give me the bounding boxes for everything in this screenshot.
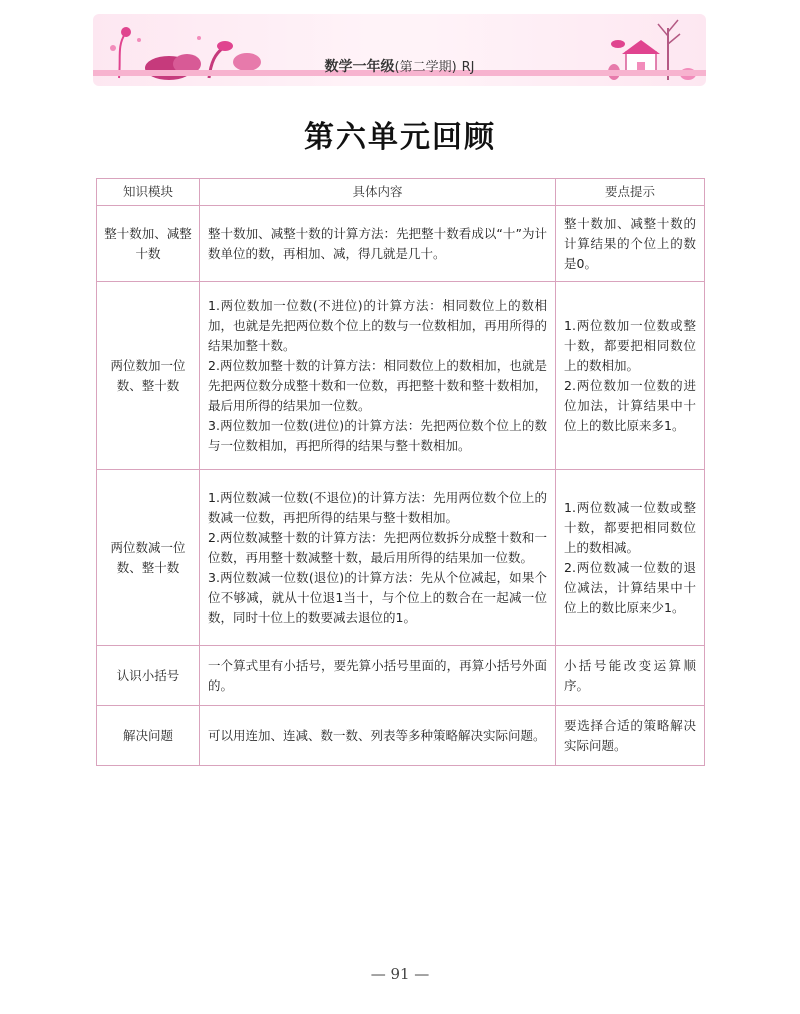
tips-cell xyxy=(556,282,705,470)
tips-cell xyxy=(556,646,705,706)
content-cell xyxy=(200,470,556,646)
table-row xyxy=(97,706,705,766)
tips-cell xyxy=(556,706,705,766)
page-number: — 91 — xyxy=(370,965,430,983)
content-paragraph: 一个算式里有小括号，要先算小括号里面的，再算小括号外面的。 xyxy=(208,657,547,693)
content-cell xyxy=(200,706,556,766)
page-title: 第六单元回顾 xyxy=(304,120,496,155)
content-paragraph: 1.两位数加一位数(不进位)的计算方法：相同数位上的数相加，也就是先把两位数个位上的数与一位数相加，再用所得的结果加整十数。 xyxy=(208,297,547,353)
content-paragraph: 3.两位数减一位数(退位)的计算方法：先从个位减起，如果个位不够减，就从十位退1当十，与个位上的数合在一起减一位数，同时十位上的数要减去退位的1。 xyxy=(208,569,547,625)
review-table xyxy=(96,178,705,766)
book-title-main: 数学一年级 xyxy=(324,59,395,75)
content-cell xyxy=(200,646,556,706)
content-paragraph: 3.两位数加一位数(进位)的计算方法：先把两位数个位上的数与一位数相加，再把所得的结果与整十数相加。 xyxy=(208,417,547,453)
content-paragraph: 2.两位数减整十数的计算方法：先把两位数拆分成整十数和一位数，再用整十数减整十数，最后用所得的结果加一位数。 xyxy=(208,529,547,565)
module-cell: 整十数加、减整十数 xyxy=(97,206,200,282)
module-cell: 两位数加一位数、整十数 xyxy=(97,282,200,470)
content-paragraph: 整十数加、减整十数的计算方法：先把整十数看成以“十”为计数单位的数，再相加、减，得几就是几十。 xyxy=(208,225,547,261)
book-title xyxy=(93,56,706,76)
content-cell xyxy=(200,206,556,282)
tips-paragraph: 1.两位数加一位数或整十数，都要把相同数位上的数相加。 xyxy=(564,317,696,373)
table-header-row xyxy=(97,179,705,206)
tips-paragraph: 小括号能改变运算顺序。 xyxy=(564,657,696,693)
header-tips: 要点提示 xyxy=(556,179,705,206)
tips-cell xyxy=(556,470,705,646)
tips-cell xyxy=(556,206,705,282)
table-row xyxy=(97,206,705,282)
table-row xyxy=(97,470,705,646)
table-row xyxy=(97,282,705,470)
content-paragraph: 2.两位数加整十数的计算方法：相同数位上的数相加，也就是先把两位数分成整十数和一位数，再把整十数和整十数相加，最后用所得的结果加一位数。 xyxy=(208,357,547,413)
module-cell: 两位数减一位数、整十数 xyxy=(97,470,200,646)
tips-paragraph: 2.两位数加一位数的进位加法，计算结果中十位上的数比原来多1。 xyxy=(564,377,696,433)
book-title-edition: RJ xyxy=(461,60,475,75)
content-paragraph: 可以用连加、连减、数一数、列表等多种策略解决实际问题。 xyxy=(208,727,546,743)
book-title-term: (第二学期) xyxy=(394,60,457,75)
tips-paragraph: 2.两位数减一位数的退位减法，计算结果中十位上的数比原来少1。 xyxy=(564,559,696,615)
header-banner xyxy=(93,14,706,86)
header-module: 知识模块 xyxy=(97,179,200,206)
tips-paragraph: 要选择合适的策略解决实际问题。 xyxy=(564,717,696,753)
module-cell: 认识小括号 xyxy=(97,646,200,706)
content-cell xyxy=(200,282,556,470)
table-row xyxy=(97,646,705,706)
tips-paragraph: 1.两位数减一位数或整十数，都要把相同数位上的数相减。 xyxy=(564,499,696,555)
header-content: 具体内容 xyxy=(200,179,556,206)
module-cell: 解决问题 xyxy=(97,706,200,766)
tips-paragraph: 整十数加、减整十数的计算结果的个位上的数是0。 xyxy=(564,215,696,271)
content-paragraph: 1.两位数减一位数(不退位)的计算方法：先用两位数个位上的数减一位数，再把所得的结果与整十数相加。 xyxy=(208,489,547,525)
